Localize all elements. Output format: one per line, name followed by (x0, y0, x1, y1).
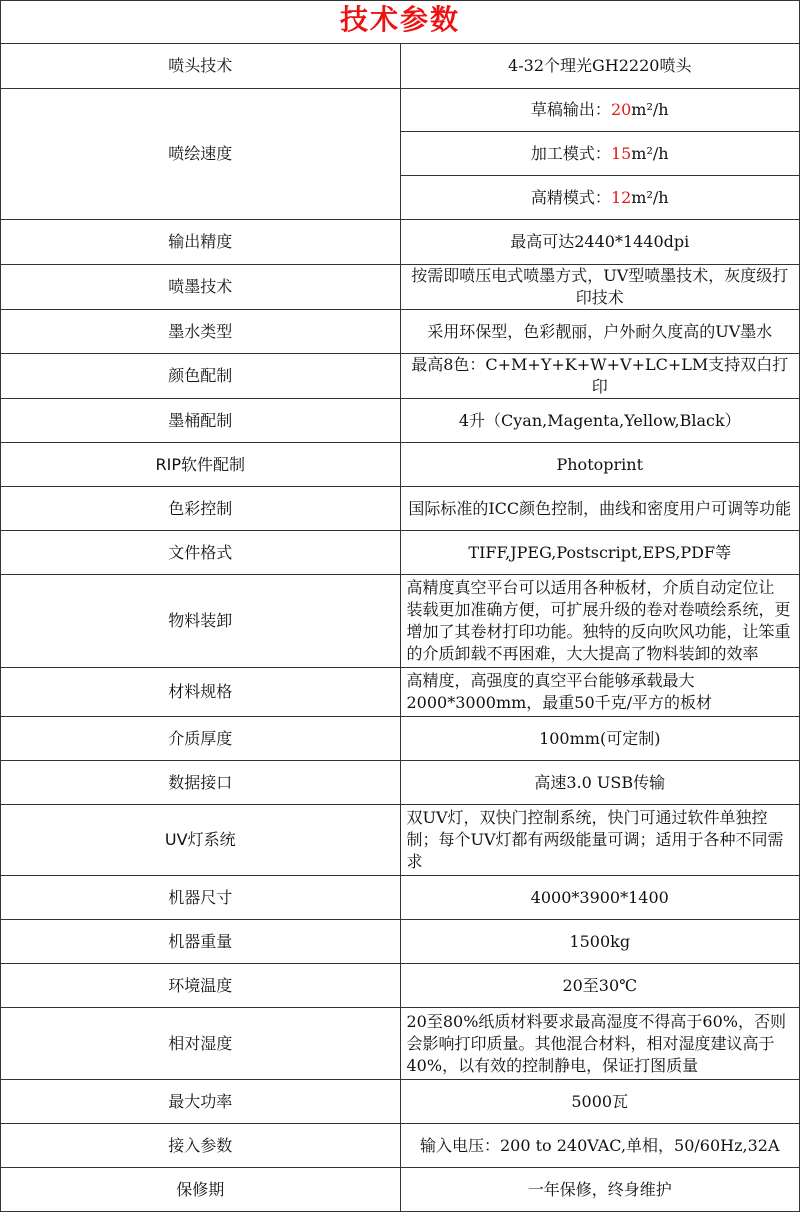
table-row (1, 668, 800, 717)
row-value: 高精度真空平台可以适用各种板材，介质自动定位让 装载更加准确方便，可扩展升级的卷对卷喷绘系统，更增加了其卷材打印功能。独特的反向吹风功能，让笨重 的介质卸载不再困难，大大提高了物料装卸的效率 (400, 575, 800, 668)
title-row (1, 1, 800, 44)
row-label: 相对湿度 (1, 1008, 401, 1080)
table-row (1, 761, 800, 805)
row-value: 双UV灯，双快门控制系统，快门可通过软件单独控制；每个UV灯都有两级能量可调；适用于各种不同需求 (400, 805, 800, 876)
speed-value: 草稿输出：20m²/h (400, 89, 800, 132)
row-label: 保修期 (1, 1168, 401, 1212)
row-label: 物料装卸 (1, 575, 401, 668)
row-label: 墨水类型 (1, 310, 401, 354)
table-row (1, 920, 800, 964)
table-row (1, 310, 800, 354)
table-row (1, 265, 800, 310)
table-row (1, 89, 800, 132)
row-label: 机器重量 (1, 920, 401, 964)
table-row (1, 354, 800, 399)
title-cell (1, 1, 800, 44)
row-value: 4000*3900*1400 (400, 876, 800, 920)
row-label: 介质厚度 (1, 717, 401, 761)
row-value: Photoprint (400, 443, 800, 487)
row-label: 喷墨技术 (1, 265, 401, 310)
speed-value: 高精模式：12m²/h (400, 176, 800, 220)
row-value: 20至80%纸质材料要求最高湿度不得高于60%，否则会影响打印质量。其他混合材料，相对湿度建议高于40%，以有效的控制静电，保证打图质量 (400, 1008, 800, 1080)
row-label: 接入参数 (1, 1124, 401, 1168)
row-value: 100mm(可定制) (400, 717, 800, 761)
table-row (1, 964, 800, 1008)
table-row (1, 1008, 800, 1080)
row-label: 文件格式 (1, 531, 401, 575)
row-value: 国际标准的ICC颜色控制，曲线和密度用户可调等功能 (400, 487, 800, 531)
table-row (1, 1168, 800, 1212)
row-value: 高精度，高强度的真空平台能够承载最大2000*3000mm，最重50千克/平方的板材 (400, 668, 800, 717)
table-row (1, 876, 800, 920)
row-label: 机器尺寸 (1, 876, 401, 920)
row-value: 采用环保型，色彩靓丽，户外耐久度高的UV墨水 (400, 310, 800, 354)
row-value: 最高8色：C+M+Y+K+W+V+LC+LM支持双白打印 (400, 354, 800, 399)
row-label: 颜色配制 (1, 354, 401, 399)
row-value: 按需即喷压电式喷墨方式，UV型喷墨技术，灰度级打印技术 (400, 265, 800, 310)
page-title: 技术参数 (339, 3, 460, 36)
row-value: 1500kg (400, 920, 800, 964)
row-label: 墨桶配制 (1, 399, 401, 443)
row-value: 5000瓦 (400, 1080, 800, 1124)
table-row (1, 805, 800, 876)
row-value: 4-32个理光GH2220喷头 (400, 44, 800, 89)
table-row (1, 1080, 800, 1124)
row-label: 输出精度 (1, 220, 401, 265)
row-value: 最高可达2440*1440dpi (400, 220, 800, 265)
row-label: 喷头技术 (1, 44, 401, 89)
row-label: RIP软件配制 (1, 443, 401, 487)
table-row (1, 44, 800, 89)
row-value: TIFF,JPEG,Postscript,EPS,PDF等 (400, 531, 800, 575)
row-label: 最大功率 (1, 1080, 401, 1124)
table-row (1, 399, 800, 443)
table-row (1, 220, 800, 265)
row-label: 数据接口 (1, 761, 401, 805)
table-row (1, 575, 800, 668)
row-label: 喷绘速度 (1, 89, 401, 220)
row-label: UV灯系统 (1, 805, 401, 876)
table-row (1, 531, 800, 575)
row-value: 输入电压：200 to 240VAC,单相，50/60Hz,32A (400, 1124, 800, 1168)
table-row (1, 487, 800, 531)
row-label: 环境温度 (1, 964, 401, 1008)
row-label: 色彩控制 (1, 487, 401, 531)
table-row (1, 717, 800, 761)
row-value: 高速3.0 USB传输 (400, 761, 800, 805)
table-row (1, 1124, 800, 1168)
row-value: 一年保修，终身维护 (400, 1168, 800, 1212)
row-value: 20至30℃ (400, 964, 800, 1008)
row-label: 材料规格 (1, 668, 401, 717)
table-row (1, 443, 800, 487)
speed-value: 加工模式：15m²/h (400, 132, 800, 176)
row-value: 4升（Cyan,Magenta,Yellow,Black） (400, 399, 800, 443)
